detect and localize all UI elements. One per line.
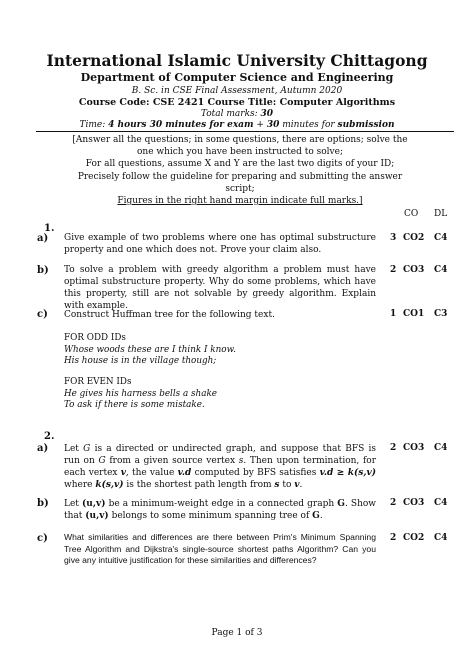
q1b-dl: C4: [434, 265, 448, 275]
q2a-marks: 2: [390, 443, 397, 453]
text-run: . Show that: [64, 499, 377, 521]
q2c-label: c): [37, 533, 48, 544]
q1b-marks: 2: [390, 265, 397, 275]
page-number: Page 1 of 3: [211, 628, 263, 638]
time-submission-word: submission: [337, 120, 395, 130]
text-run: where: [64, 480, 96, 490]
q2b-dl: C4: [434, 498, 448, 508]
even-id-text: [64, 377, 217, 412]
text-run: Let: [64, 499, 83, 509]
instruction-line: For all questions, assume X and Y are the last two digits of your ID;: [85, 159, 395, 170]
time-line: [0, 120, 474, 130]
instruction-line: script;: [225, 183, 255, 194]
time-exam: 4 hours 30 minutes for exam: [108, 120, 254, 130]
text-run: is a directed or undirected graph, and suppose that BFS is run on: [64, 444, 377, 466]
math-var: G: [83, 444, 91, 454]
co-column-header: CO: [404, 209, 419, 219]
total-marks-value: 30: [260, 109, 274, 119]
q2b-label: b): [37, 498, 49, 509]
q1c-label: c): [37, 309, 48, 320]
text-run: to: [279, 480, 295, 490]
q1a-dl: C4: [434, 233, 448, 243]
math-expression: v.d ≥ k(s,v): [319, 468, 376, 478]
q2c-dl: C4: [434, 533, 448, 543]
math-var: s: [238, 456, 244, 466]
department-title: Department of Computer Science and Engineering: [80, 71, 394, 84]
text-run: .: [319, 511, 323, 521]
math-var: G: [312, 511, 320, 521]
math-var: v: [294, 480, 300, 490]
q1a-text: Give example of two problems where one has optimal substructure property and one which does not. Prove your claim also.: [64, 233, 376, 255]
text-run: from a given source vertex: [105, 456, 239, 466]
q2a-dl: C4: [434, 443, 448, 453]
math-expression: (u,v): [85, 511, 109, 521]
exam-title: B. Sc. in CSE Final Assessment, Autumn 2020: [131, 86, 343, 96]
university-title: International Islamic University Chittagong: [46, 51, 428, 70]
text-run: computed by BFS satisfies: [191, 468, 320, 478]
total-marks: [0, 109, 474, 119]
text-run: be a minimum-weight edge in a connected graph: [105, 499, 338, 509]
q1b-text: To solve a problem with greedy algorithm a problem must have optimal substructure property. Why do some problems, which have this property, still are not solvable by greedy algorithm. Explain with example.: [64, 265, 376, 311]
odd-id-text: [64, 333, 236, 368]
text-run: , the value: [125, 468, 178, 478]
math-var: G: [337, 499, 345, 509]
time-label: Time:: [79, 120, 109, 130]
instruction-line: Figures in the right hand margin indicate full marks.]: [117, 196, 363, 207]
odd-id-heading: FOR ODD IDs: [64, 333, 126, 343]
text-run: . Then upon termination, for each vertex: [64, 456, 376, 478]
q2b-text: [64, 498, 376, 522]
q1a-co: CO2: [403, 233, 425, 243]
dl-column-header: DL: [434, 209, 448, 219]
math-var: v: [120, 468, 126, 478]
instruction-line: [Answer all the questions; in some questions, there are options; solve the: [72, 135, 408, 145]
text-run: is the shortest path length from: [123, 480, 275, 490]
question-2-number: 2.: [44, 431, 55, 442]
even-id-heading: FOR EVEN IDs: [64, 377, 132, 387]
q2c-co: CO2: [403, 533, 425, 543]
q2c-marks: 2: [390, 533, 397, 543]
time-submission-minutes: 30: [266, 120, 280, 130]
q1c-marks: 1: [390, 309, 397, 319]
q2b-marks: 2: [390, 498, 397, 508]
instructions-block: [60, 134, 420, 207]
q1b-co: CO3: [403, 265, 425, 275]
q2c-text: What similarities and differences are there between Prim's Minimum Spanning Tree Algorithm and Dijkstra's single-source shortest paths Algorithm? Can you give any intuitive justification for these similarities and differences?: [64, 532, 376, 565]
q1c-co: CO1: [403, 309, 425, 319]
math-var: G: [98, 456, 106, 466]
even-id-line: To ask if there is some mistake.: [64, 400, 205, 410]
q1c-text: Construct Huffman tree for the following text.: [64, 310, 275, 320]
q1b-label: b): [37, 265, 49, 276]
instruction-line: Precisely follow the guideline for preparing and submitting the answer: [77, 171, 403, 182]
q2a-text: [64, 443, 376, 491]
question-1-number: 1.: [44, 223, 55, 234]
time-submission-text: minutes for: [279, 120, 338, 130]
text-run: .: [299, 480, 303, 490]
odd-id-line: His house is in the village though;: [64, 356, 217, 366]
instruction-line: one which you have been instructed to solve;: [136, 147, 343, 158]
total-marks-label: Total marks:: [200, 109, 261, 119]
even-id-line: He gives his harness bells a shake: [64, 388, 217, 399]
q1a-label: a): [37, 233, 49, 244]
odd-id-line: Whose woods these are I think I know.: [64, 344, 236, 355]
time-plus: +: [253, 120, 267, 130]
math-var: v.d: [177, 468, 192, 478]
course-line: Course Code: CSE 2421 Course Title: Computer Algorithms: [78, 97, 396, 108]
text-run: Let: [64, 444, 84, 454]
q1c-dl: C3: [434, 309, 448, 319]
math-var: s: [274, 480, 280, 490]
q1a-marks: 3: [390, 233, 397, 243]
header-divider: [36, 131, 454, 132]
q2b-co: CO3: [403, 498, 425, 508]
text-run: belongs to some minimum spanning tree of: [108, 511, 313, 521]
math-expression: k(s,v): [95, 480, 124, 490]
q2a-label: a): [37, 443, 49, 454]
q2a-co: CO3: [403, 443, 425, 453]
math-expression: (u,v): [82, 499, 106, 509]
